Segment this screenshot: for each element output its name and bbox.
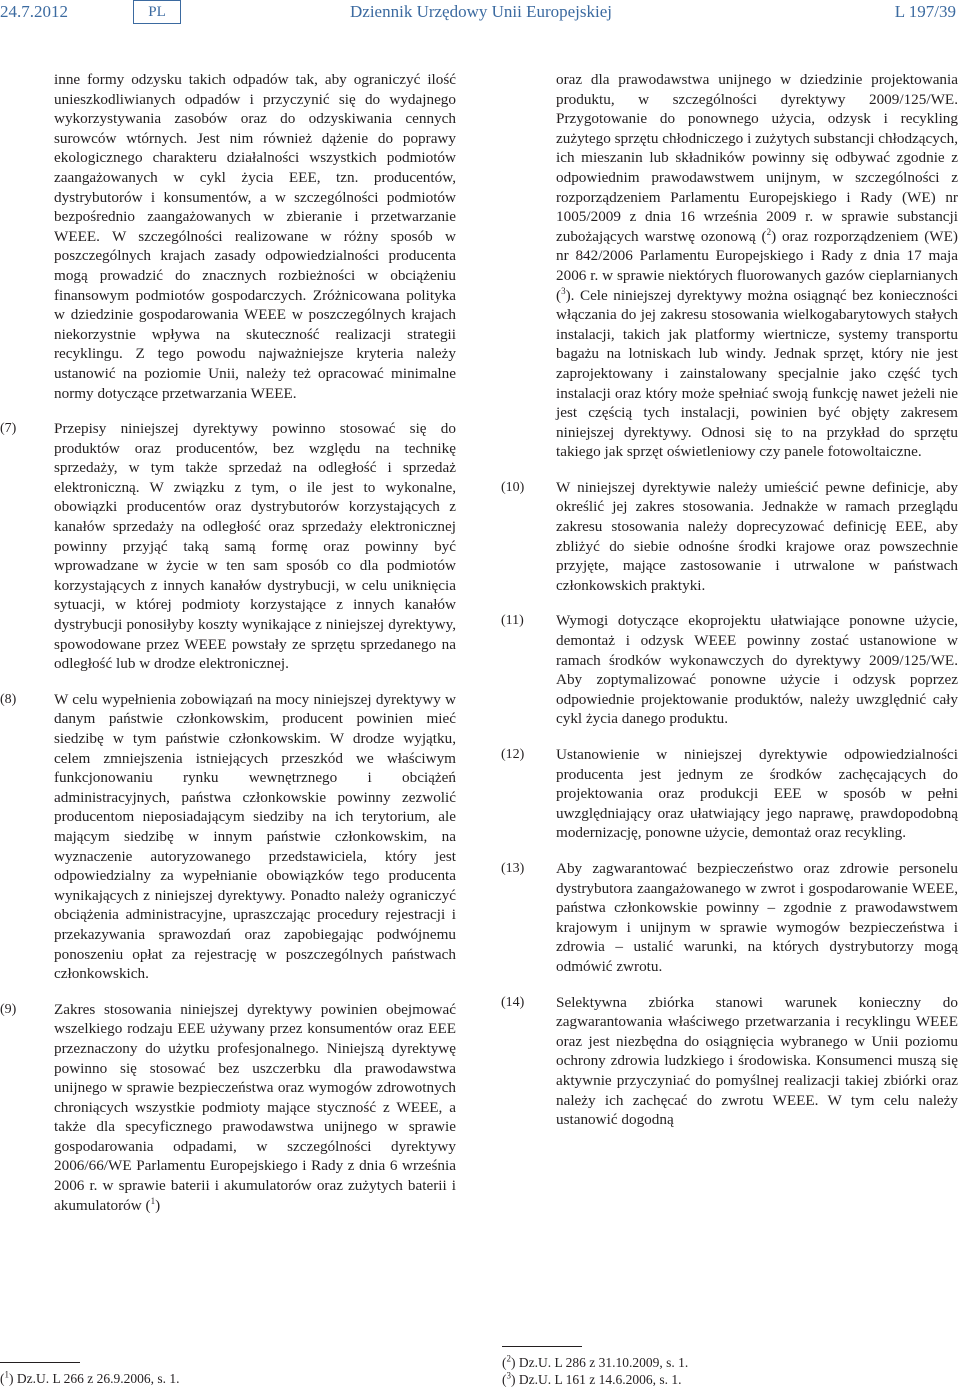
footnote-text: Dz.U. L 161 z 14.6.2006, s. 1. bbox=[518, 1372, 682, 1387]
page-number: L 197/39 bbox=[894, 2, 956, 21]
recital-7 bbox=[0, 419, 456, 674]
paragraph-text: oraz dla prawodawstwa unijnego w dziedzinie projektowania produktu, w szczególności dyrektywy 2009/125/WE. Przygotowanie do ponownego użycia, odzysk i recykling zużytego sprzętu chłodniczego i zużytych substancji chłodzących, ich mieszanin lub składników powinny się odbywać zgodnie z odpowiednim prawodawstwem unijnym, w szczególności z rozporządzeniem Parlamentu Europejskiego i Rady (WE) nr 1005/2009 z dnia 16 września 2009 r. w sprawie substancji zubożających warstwę ozonową ($^2$) oraz rozporządzeniem (WE) nr 842/2006 Parlamentu Europejskiego i Rady z dnia 17 maja 2006 r. w sprawie niektórych fluorowanych gazów cieplarnianych ($^3$). Cele niniejszej dyrektywy można osiągnąć bez konieczności włączania do jej zakresu stosowania wielkogabarytowych stałych instalacji, takich jak platformy wiertnicze, systemy transportu bagażu na lotniskach lub windy. Jednak sprzęt, który nie jest zaprojektowany i zainstalowany specjalnie jako część tych instalacji oraz który może spełniać swoją funkcję nawet jeżeli nie jest częścią tych instalacji, powinien być objęty zakresem niniejszej dyrektywy. Odnosi się to na przykład do sprzętu takiego jak sprzęt oświetleniowy czy panele fotowoltaiczne. bbox=[556, 71, 958, 461]
footnote-ref[interactable]: 2 bbox=[766, 226, 772, 237]
header-date: 24.7.2012 bbox=[0, 2, 68, 21]
paragraph-intro-left bbox=[54, 70, 456, 403]
footnote-mark: 2 bbox=[506, 1353, 511, 1364]
recital-number: (9) bbox=[0, 1001, 17, 1017]
paragraph-intro-right bbox=[556, 70, 958, 462]
recital-9 bbox=[0, 1000, 456, 1216]
footnote-divider bbox=[0, 1362, 80, 1363]
paragraph-body: Zakres stosowania niniejszej dyrektywy powinien obejmować wszelkiego rodzaju EEE używany przez konsumentów oraz EEE przeznaczony do użytku profesjonalnego. Niniejszą dyrektywę powinno się stosować bez uszczerbku dla prawodawstwa unijnego w sprawie bezpieczeństwa oraz wymogów zdrowotnych chroniących wszystkie podmioty mające styczność z WEEE, a także dla specyficznego prawodawstwa unijnego w sprawie gospodarowania odpadami, w szczególności dyrektywy 2006/66/WE Parlamentu Europejskiego i Rady z dnia 6 września 2006 r. w sprawie baterii i akumulatorów oraz zużytych baterii i akumulatorów bbox=[54, 1000, 456, 1214]
recital-11 bbox=[501, 611, 958, 729]
recital-8 bbox=[0, 690, 456, 984]
recital-number: (7) bbox=[0, 421, 17, 437]
footnote-2: ($^2$) Dz.U. L 286 z 31.10.2009, s. 1. bbox=[502, 1353, 689, 1370]
footnote-divider bbox=[502, 1346, 582, 1347]
footnote-mark: 1 bbox=[4, 1369, 9, 1380]
recital-number: (13) bbox=[501, 860, 525, 876]
left-column bbox=[0, 70, 456, 1231]
right-column bbox=[501, 70, 958, 1146]
recital-14 bbox=[501, 993, 958, 1130]
footnote-ref[interactable]: 1 bbox=[150, 1195, 156, 1206]
language-badge: PL bbox=[133, 0, 181, 24]
recital-number: (10) bbox=[501, 479, 525, 495]
journal-title: Dziennik Urzędowy Unii Europejskiej bbox=[350, 2, 613, 21]
paragraph-text: Zakres stosowania niniejszej dyrektywy powinien obejmować wszelkiego rodzaju EEE używany przez konsumentów oraz EEE przeznaczony do użytku profesjonalnego. Niniejszą dyrektywę powinno się stosować bez uszczerbku dla prawodawstwa unijnego w sprawie bezpieczeństwa oraz wymogów zdrowotnych chroniących wszystkie podmioty mające styczność z WEEE, a także dla specyficznego prawodawstwa unijnego w sprawie gospodarowania odpadami, w szczególności dyrektywy 2006/66/WE Parlamentu Europejskiego i Rady z dnia 6 września 2006 r. w sprawie baterii i akumulatorów oraz zużytych baterii i akumulatorów ($^1$) bbox=[54, 1000, 456, 1214]
recital-number: (12) bbox=[501, 747, 525, 762]
paragraph-part-b: oraz rozporządzeniem (WE) nr 842/2006 Parlamentu Europejskiego i Rady z dnia 17 maja 2006 r. w sprawie niektórych fluorowanych gazów cieplarnianych bbox=[556, 227, 958, 284]
page-header bbox=[0, 0, 960, 34]
footnote-3: ($^3$) Dz.U. L 161 z 14.6.2006, s. 1. bbox=[502, 1370, 682, 1387]
paragraph-part-a: oraz dla prawodawstwa unijnego w dziedzinie projektowania produktu, w szczególności dyrektywy 2009/125/WE. Przygotowanie do ponownego użycia, odzysk i recykling zużytego sprzętu chłodniczego i zużytych substancji chłodzących, ich mieszanin lub składników powinny się odbywać zgodnie z odpowiednim prawodawstwem unijnym, w szczególności z rozporządzeniem Parlamentu Europejskiego i Rady (WE) nr 1005/2009 z dnia 16 września 2009 r. w sprawie substancji zubożających warstwę ozonową bbox=[556, 71, 958, 245]
paragraph-text: inne formy odzysku takich odpadów tak, aby ograniczyć ilość unieszkodliwianych odpadów i przyczynić się do wydajnego wykorzystywania zasobów oraz do odzyskiwania cennych surowców wtórnych. Jest nim również dążenie do poprawy ekologicznego charakteru działalności wszystkich podmiotów zaangażowanych w cykl życia EEE, tzn. producentów, dystrybutorów i konsumentów, a w szczególności podmiotów bezpośrednio zaangażowanych w zbieranie i przetwarzanie WEEE. W szczególności realizowane w różny sposób w poszczególnych krajach zasady odpowiedzialności producenta mogą prowadzić do znacznych rozbieżności w obciążeniu finansowym podmiotów gospodarczych. Zróżnicowana polityka w dziedzinie gospodarowania WEEE w poszczególnych krajach niekorzystnie wpływa na skuteczność realizacji strategii recyklingu. Z tego powodu najważniejsze kryteria należy ustanowić na poziomie Unii, należy też opracować minimalne normy dotyczące przetwarzania WEEE. bbox=[54, 71, 456, 402]
paragraph-part-c: . Cele niniejszej dyrektywy można osiągnąć bez konieczności włączania do jej zakresu stosowania wielkogabarytowych stałych instalacji, takich jak platformy wiertnicze, systemy transportu bagażu na lotniskach lub windy. Jednak sprzęt, który nie jest zaprojektowany i zainstalowany specjalnie jako część tych instalacji oraz który może spełniać swoją funkcję nawet jeżeli nie jest częścią tych instalacji, powinien być objęty zakresem niniejszej dyrektywy. Odnosi się to na przykład do sprzętu takiego jak sprzęt oświetleniowy czy panele fotowoltaiczne. bbox=[556, 286, 958, 461]
recital-number: (14) bbox=[501, 994, 525, 1010]
recital-number: (8) bbox=[0, 691, 17, 707]
footnote-mark: 3 bbox=[506, 1370, 511, 1381]
paragraph-text: Ustanowienie w niniejszej dyrektywie odpowiedzialności producenta jest jednym ze środków zachęcających do projektowania oraz produkcji EEE w sposób w pełni uwzględniający oraz ułatwiający jego naprawę, prawdopodobną modernizację, ponowne użycie, demontaż oraz recykling. bbox=[556, 746, 958, 842]
paragraph-text: Selektywna zbiórka stanowi warunek konieczny do zagwarantowania właściwego przetwarzania i recyklingu WEEE oraz jest niezbędna do osiągnięcia wybranego w Unii poziomu ochrony zdrowia ludzkiego i środowiska. Konsumenci muszą się aktywnie przyczyniać do pomyślnej realizacji takiej zbiórki oraz należy ich zachęcać do zwrotu WEEE. W tym celu należy ustanowić dogodną bbox=[556, 993, 958, 1129]
footnote-text: Dz.U. L 266 z 26.9.2006, s. 1. bbox=[16, 1371, 180, 1386]
recital-13 bbox=[501, 859, 958, 977]
paragraph-text: Wymogi dotyczące ekoprojektu ułatwiające ponowne użycie, demontaż i odzysk WEEE powinny zostać ustanowione w ramach środków wykonawczych do dyrektywy 2009/125/WE. Aby zoptymalizować ponowne użycie i odzysk poprzez odpowiednie projektowanie produktów, należy uwzględnić cały cykl życia danego produktu. bbox=[556, 612, 958, 728]
recital-10 bbox=[501, 478, 958, 596]
footnote-1: ($^1$) Dz.U. L 266 z 26.9.2006, s. 1. bbox=[0, 1369, 180, 1386]
footnote-text: Dz.U. L 286 z 31.10.2009, s. 1. bbox=[518, 1355, 689, 1370]
paragraph-text: Przepisy niniejszej dyrektywy powinno stosować się do produktów oraz producentów, bez względu na technikę sprzedaży, w tym także sprzedaż na odległość i sprzedaż elektroniczną. W związku z tym, o ile jest to wykonalne, obowiązki producentów oraz dystrybutorów korzystających z kanałów sprzedaży na odległość oraz sprzedaży elektronicznej powinny przyjąć taką samą formę oraz powinny być wprowadzane w życie w ten sam sposób co dla podmiotów korzystających z innych kanałów dystrybucji, w celu uniknięcia sytuacji, w której podmioty korzystające z innych kanałów dystrybucji ponosiłyby koszty wynikające z niniejszej dyrektywy, spowodowane przez WEEE powstały ze sprzętu sprzedanego na odległość lub w drodze elektronicznej. bbox=[54, 420, 456, 673]
recital-12 bbox=[501, 745, 958, 843]
paragraph-text: Aby zagwarantować bezpieczeństwo oraz zdrowie personelu dystrybutora zaangażowanego w zwrot i gospodarowanie WEEE, państwa członkowskie powinny – zgodnie z prawodawstwem krajowym i unijnym w sprawie wymogów bezpieczeństwa i zdrowia – ustalić warunki, na których dystrybutorzy mogą odmówić zwrotu. bbox=[556, 859, 958, 975]
footnote-ref[interactable]: 3 bbox=[561, 285, 566, 296]
paragraph-text: W celu wypełnienia zobowiązań na mocy niniejszej dyrektywy w danym państwie członkowskim, producent powinien mieć siedzibę w tym państwie członkowskim. W drodze wyjątku, celem zmniejszenia istniejących przeszkód we właściwym funkcjonowaniu rynku wewnętrznego i obciążeń administracyjnych, państwa członkowskie powinny zezwolić producentom nieposiadającym siedziby na ich terytorium, ale mającym siedzibę w innym państwie członkowskim, na wyznaczenie autoryzowanego przedstawiciela, który jest odpowiedzialny za wypełnianie obowiązków tego producenta wynikających z niniejszej dyrektywy. Ponadto należy ograniczyć obciążenia administracyjne, upraszczając procedury rejestracji i przekazywania sprawozdań oraz zapobiegając podwójnemu ponoszeniu opłat za rejestrację w poszczególnych państwach członkowskich. bbox=[54, 690, 456, 983]
paragraph-text: W niniejszej dyrektywie należy umieścić pewne definicje, aby określić jej zakres stosowania. Jednakże w ramach przeglądu zakresu stosowania należy doprecyzować definicję EEE, aby zbliżyć do siebie odnośne środki krajowe oraz powszechnie przyjęte, mające zastosowanie i utrwalone w państwach członkowskich praktyki. bbox=[556, 478, 958, 594]
recital-number: (11) bbox=[501, 613, 524, 629]
